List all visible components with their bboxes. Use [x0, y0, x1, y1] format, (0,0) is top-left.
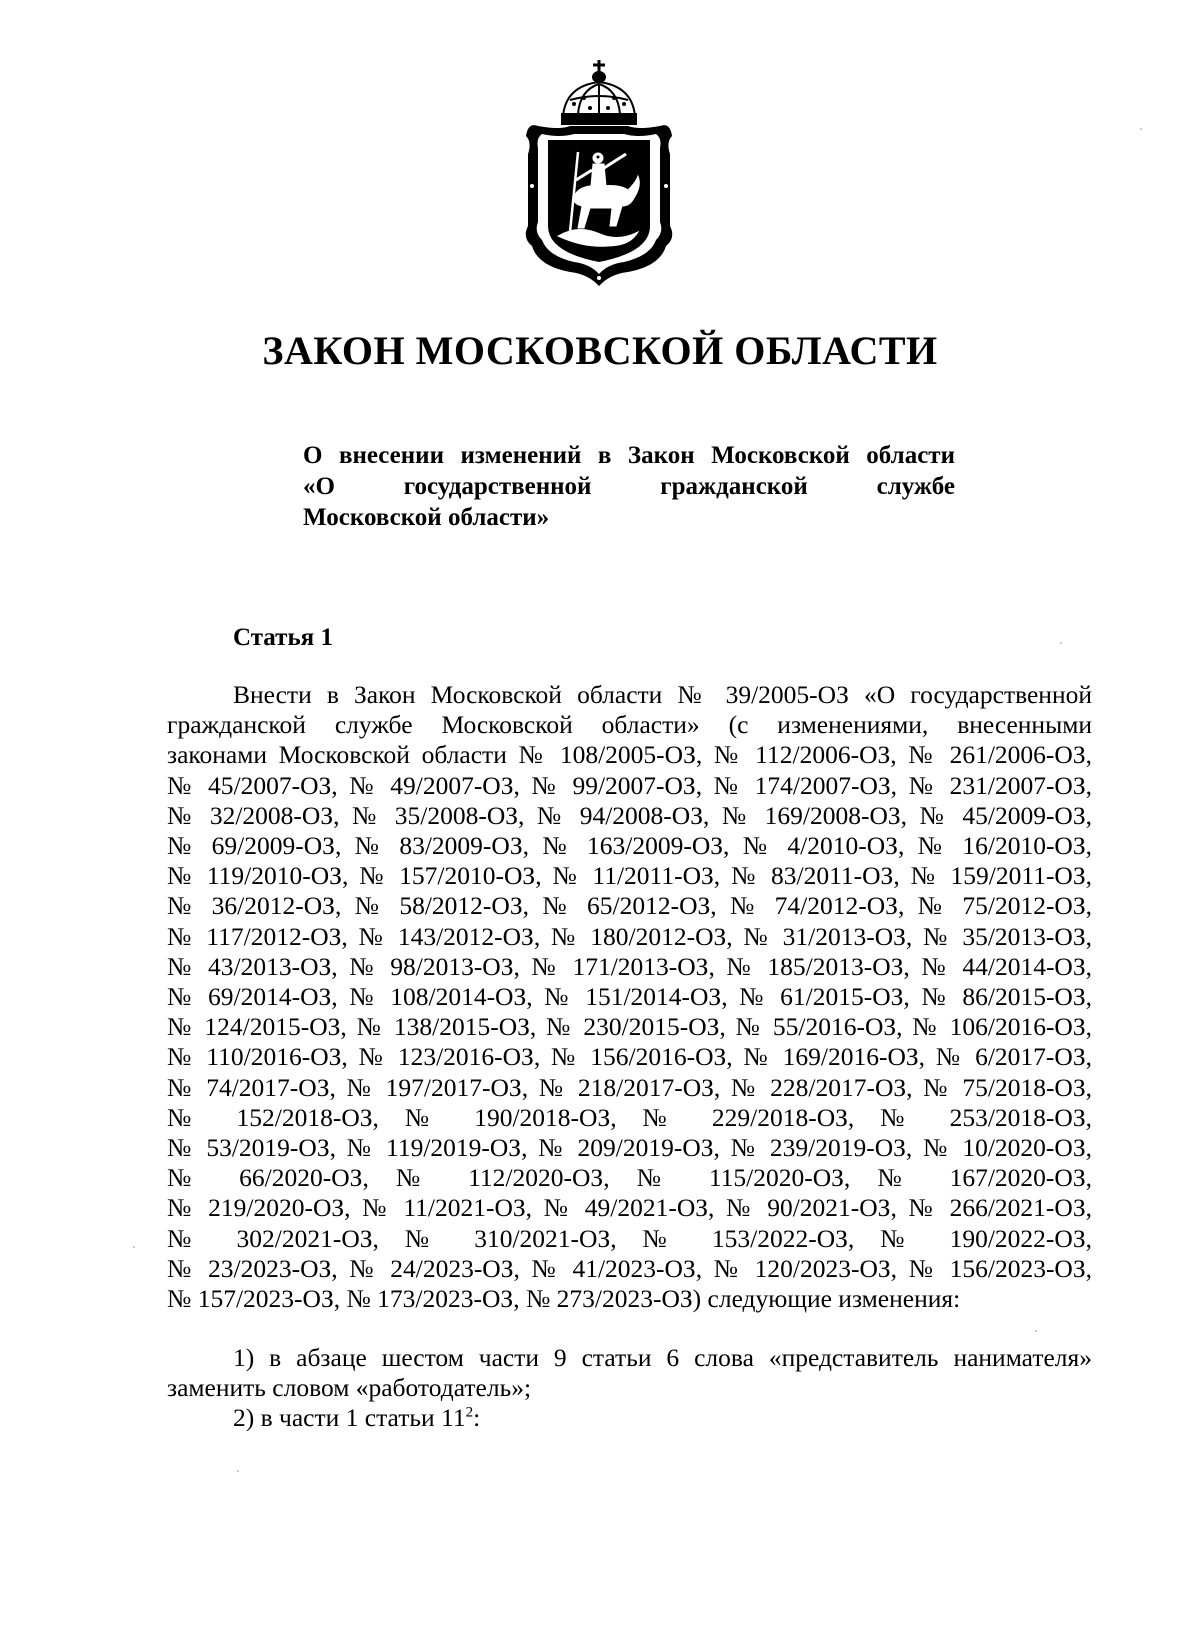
scan-speck [1060, 642, 1062, 644]
subtitle-line: О внесении изменений в Закон Московской области [303, 442, 955, 469]
subtitle-line: Московской области» [303, 504, 550, 531]
body-line: № 157/2023-ОЗ, № 173/2023-ОЗ, № 273/2023-ОЗ) следующие изменения: [167, 1284, 961, 1314]
body-line: № 152/2018-ОЗ, № 190/2018-ОЗ, № 229/2018-ОЗ, № 253/2018-ОЗ, [167, 1102, 1092, 1132]
body-line: № 69/2014-ОЗ, № 108/2014-ОЗ, № 151/2014-ОЗ, № 61/2015-ОЗ, № 86/2015-ОЗ, [167, 982, 1092, 1012]
scan-speck [133, 1246, 135, 1248]
item2-superscript: 2 [465, 1404, 474, 1421]
body-line: № 36/2012-ОЗ, № 58/2012-ОЗ, № 65/2012-ОЗ, № 74/2012-ОЗ, № 75/2012-ОЗ, [167, 891, 1092, 921]
item-line [167, 1403, 1092, 1433]
body-line: № 43/2013-ОЗ, № 98/2013-ОЗ, № 171/2013-ОЗ, № 185/2013-ОЗ, № 44/2014-ОЗ, [167, 951, 1092, 981]
body-line: № 119/2010-ОЗ, № 157/2010-ОЗ, № 11/2011-ОЗ, № 83/2011-ОЗ, № 159/2011-ОЗ, [167, 861, 1092, 891]
item2-suffix: : [473, 1403, 481, 1433]
scan-speck [1035, 1330, 1037, 1332]
body-line: № 69/2009-ОЗ, № 83/2009-ОЗ, № 163/2009-ОЗ, № 4/2010-ОЗ, № 16/2010-ОЗ, [167, 831, 1092, 861]
scan-speck [237, 1470, 239, 1472]
body-line: № 66/2020-ОЗ, № 112/2020-ОЗ, № 115/2020-ОЗ, № 167/2020-ОЗ, [167, 1163, 1092, 1193]
body-line: № 219/2020-ОЗ, № 11/2021-ОЗ, № 49/2021-ОЗ, № 90/2021-ОЗ, № 266/2021-ОЗ, [167, 1193, 1092, 1223]
body-line: № 74/2017-ОЗ, № 197/2017-ОЗ, № 218/2017-ОЗ, № 228/2017-ОЗ, № 75/2018-ОЗ, [167, 1072, 1092, 1102]
article-heading: Статья 1 [233, 624, 333, 651]
body-line: № 302/2021-ОЗ, № 310/2021-ОЗ, № 153/2022-ОЗ, № 190/2022-ОЗ, [167, 1223, 1092, 1253]
body-line: № 32/2008-ОЗ, № 35/2008-ОЗ, № 94/2008-ОЗ, № 169/2008-ОЗ, № 45/2009-ОЗ, [167, 800, 1092, 830]
law-subtitle [303, 440, 955, 533]
body-line: № 53/2019-ОЗ, № 119/2019-ОЗ, № 209/2019-ОЗ, № 239/2019-ОЗ, № 10/2020-ОЗ, [167, 1133, 1092, 1163]
law-title: ЗАКОН МОСКОВСКОЙ ОБЛАСТИ [262, 328, 938, 373]
coat-of-arms-emblem [518, 56, 680, 288]
body-line: № 124/2015-ОЗ, № 138/2015-ОЗ, № 230/2015-ОЗ, № 55/2016-ОЗ, № 106/2016-ОЗ, [167, 1012, 1092, 1042]
body-line: законами Московской области № 108/2005-ОЗ, № 112/2006-ОЗ, № 261/2006-ОЗ, [167, 740, 1092, 770]
body-line: гражданской службе Московской области» (с изменениями, внесенными [167, 710, 1092, 740]
body-line: № 110/2016-ОЗ, № 123/2016-ОЗ, № 156/2016-ОЗ, № 169/2016-ОЗ, № 6/2017-ОЗ, [167, 1042, 1092, 1072]
body-line: № 45/2007-ОЗ, № 49/2007-ОЗ, № 99/2007-ОЗ, № 174/2007-ОЗ, № 231/2007-ОЗ, [167, 770, 1092, 800]
amendment-items [167, 1343, 1092, 1434]
item-line: заменить словом «работодатель»; [167, 1373, 532, 1403]
scan-speck [1140, 128, 1142, 130]
body-line: № 117/2012-ОЗ, № 143/2012-ОЗ, № 180/2012-ОЗ, № 31/2013-ОЗ, № 35/2013-ОЗ, [167, 921, 1092, 951]
body-line: Внести в Закон Московской области № 39/2005-ОЗ «О государственной [233, 680, 1092, 709]
item2-text: 2) в части 1 статьи 11 [233, 1403, 466, 1433]
article-body [167, 680, 1092, 1314]
item-line: 1) в абзаце шестом части 9 статьи 6 слова «представитель нанимателя» [233, 1343, 1092, 1372]
subtitle-line: «О государственной гражданской службе [303, 473, 955, 500]
body-line: № 23/2023-ОЗ, № 24/2023-ОЗ, № 41/2023-ОЗ, № 120/2023-ОЗ, № 156/2023-ОЗ, [167, 1253, 1092, 1283]
